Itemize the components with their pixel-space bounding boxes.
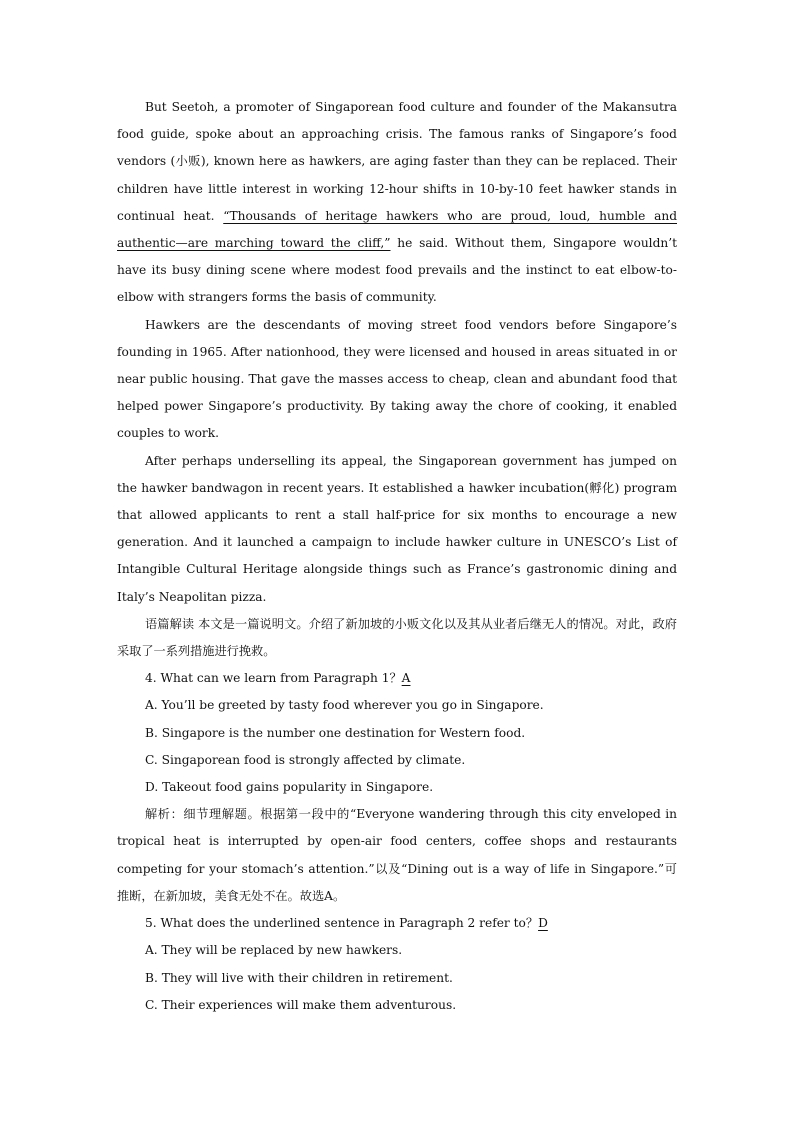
paragraph-2 bbox=[117, 94, 677, 312]
question-4-option-a: A. You’ll be greeted by tasty food wherever you go in Singapore. bbox=[145, 698, 544, 713]
question-4-option-c: C. Singaporean food is strongly affected by climate. bbox=[145, 752, 466, 767]
reading-note: 语篇解读 本文是一篇说明文。介绍了新加坡的小贩文化以及其从业者后继无人的情况。对此，政府采取了一系列措施进行挽救。 bbox=[117, 616, 677, 659]
question-5-answer: D bbox=[538, 916, 548, 931]
question-5-option-b: B. They will live with their children in retirement. bbox=[145, 970, 453, 985]
paragraph-2-text-after: he said. Without them, Singapore wouldn’t have its busy dining scene where modest food prevails and the instinct to eat elbow-to-elbow with strangers forms the basis of community. bbox=[117, 236, 677, 305]
question-4-option-d: D. Takeout food gains popularity in Singapore. bbox=[145, 780, 434, 795]
question-4-stem bbox=[117, 665, 677, 692]
paragraph-2-text-before: But Seetoh, a promoter of Singaporean food culture and founder of the Makansutra food guide, spoke about an approaching crisis. The famous ranks of Singapore’s food vendors (小贩), known here as hawkers, are aging faster than they can be replaced. Their children have little interest in working 12-hour shifts in 10-by-10 feet hawker stands in continual heat. bbox=[117, 100, 677, 223]
question-5-text: 5. What does the underlined sentence in Paragraph 2 refer to？ bbox=[145, 916, 539, 931]
paragraph-4: After perhaps underselling its appeal, the Singaporean government has jumped on the hawker bandwagon in recent years. It established a hawker incubation(孵化) program that allowed applicants to rent a stall half-price for six months to encourage a new generation. And it launched a campaign to include hawker culture in UNESCO’s List of Intangible Cultural Heritage alongside things such as France’s gastronomic dining and Italy’s Neapolitan pizza. bbox=[117, 453, 677, 604]
question-4-answer: A bbox=[401, 671, 411, 686]
question-5-option-a: A. They will be replaced by new hawkers. bbox=[145, 943, 403, 958]
question-4-text: 4. What can we learn from Paragraph 1？ bbox=[145, 671, 402, 686]
underlined-sentence: “Thousands of heritage hawkers who are proud, loud, humble and authentic—are marching toward the cliff,” bbox=[117, 208, 677, 251]
paragraph-3: Hawkers are the descendants of moving street food vendors before Singapore’s founding in 1965. After nationhood, they were licensed and housed in areas situated in or near public housing. That gave the masses access to cheap, clean and abundant food that helped power Singapore’s productivity. By taking away the chore of cooking, it enabled couples to work. bbox=[117, 317, 677, 441]
question-4-explanation: 解析：细节理解题。根据第一段中的“Everyone wandering through this city enveloped in tropical heat is interrupted by open-air food centers, coffee shops and restaurants competing for your stomach’s attention.”以及“Dining out is a way of life in Singapore.”可推断，在新加坡，美食无处不在。故选A。 bbox=[117, 807, 677, 903]
question-5-option-c: C. Their experiences will make them adventurous. bbox=[145, 997, 457, 1012]
question-4-option-b: B. Singapore is the number one destination for Western food. bbox=[145, 725, 526, 740]
question-5-stem bbox=[117, 910, 677, 937]
document-body bbox=[117, 94, 677, 1019]
